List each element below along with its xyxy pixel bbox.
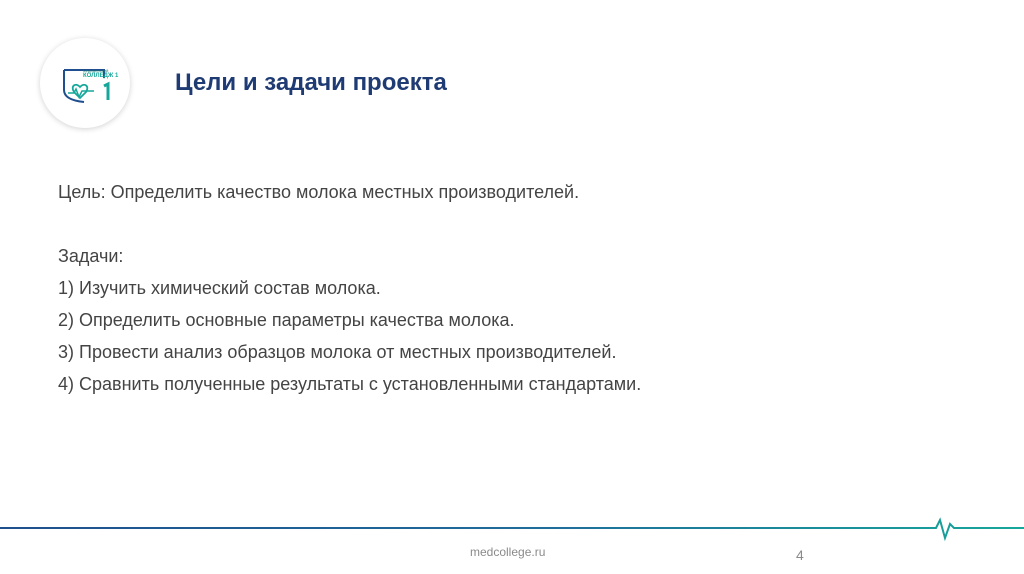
task-item: 4) Сравнить полученные результаты с установленными стандартами. — [58, 374, 642, 394]
task-item: 1) Изучить химический состав молока. — [58, 278, 381, 298]
logo-small-text: медицинский — [83, 68, 109, 73]
footer-site-link[interactable]: medcollege.ru — [470, 545, 546, 559]
slide-content — [58, 176, 958, 400]
tasks-header: Задачи: — [58, 246, 124, 266]
spacer — [58, 208, 958, 240]
college-logo — [40, 38, 130, 128]
slide-title: Цели и задачи проекта — [175, 69, 447, 96]
task-item: 2) Определить основные параметры качества молока. — [58, 310, 515, 330]
logo-big-text: КОЛЛЕДЖ 1 — [83, 73, 119, 79]
task-item: 3) Провести анализ образцов молока от местных производителей. — [58, 342, 617, 362]
page-number: 4 — [796, 547, 804, 563]
heartbeat-line-icon — [0, 514, 1024, 544]
goal-text: Цель: Определить качество молока местных производителей. — [58, 182, 580, 202]
